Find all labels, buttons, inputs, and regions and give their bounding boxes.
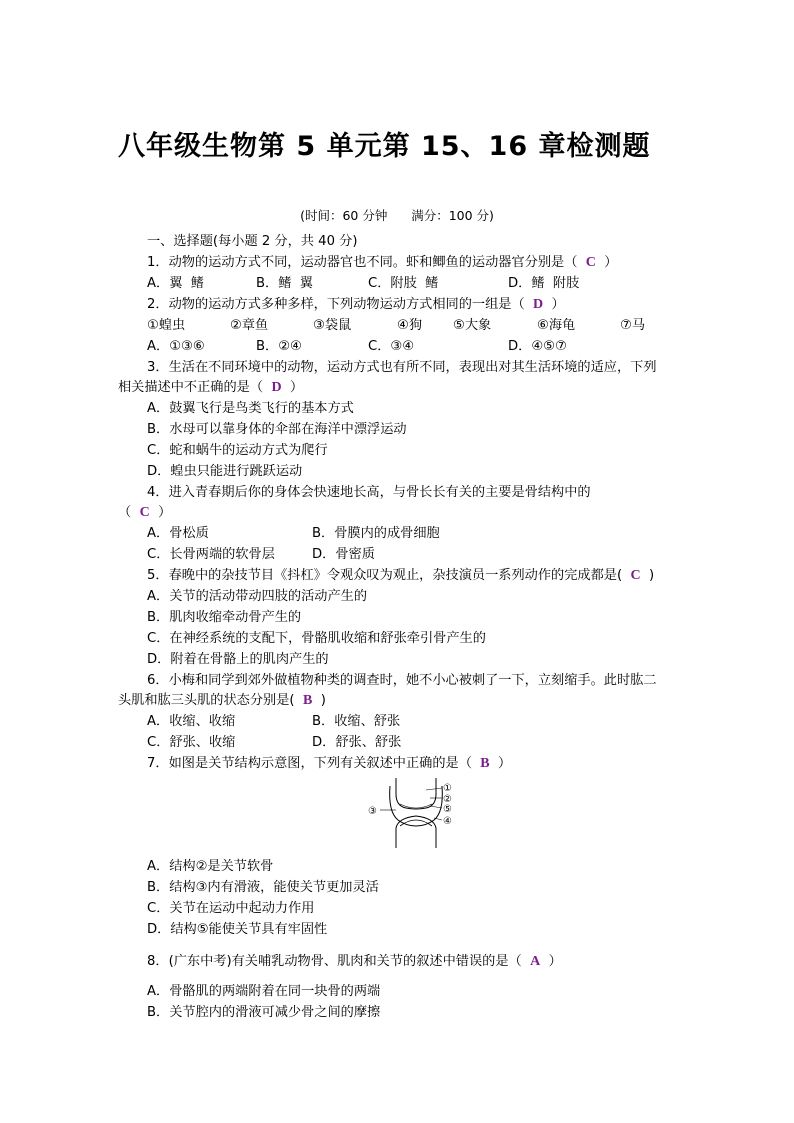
question-1-option-d: D．鳍 附肢 [508, 276, 580, 291]
question-4-option-b: B．骨膜内的成骨细胞 [312, 526, 440, 541]
figure-label-1: ① [443, 783, 452, 794]
label-line-1 [426, 788, 442, 790]
question-7-option-b: B．结构③内有滑液，能使关节更加灵活 [147, 880, 379, 895]
question-4-stem: 4．进入青春期后你的身体会快速地长高，与骨长长有关的主要是骨结构中的 [147, 485, 591, 500]
question-6-option-c: C．舒张、收缩 [147, 735, 236, 750]
question-2-option-b: B．②④ [256, 339, 302, 354]
question-1-answer: C [585, 255, 596, 270]
question-3-option-d: D．蝗虫只能进行跳跃运动 [147, 464, 303, 479]
figure-label-3: ③ [368, 806, 377, 817]
question-3-option-c: C．蛇和蜗牛的运动方式为爬行 [147, 443, 328, 458]
question-6-option-d: D．舒张、舒张 [312, 735, 402, 750]
question-4-option-a: A．骨松质 [147, 526, 209, 541]
question-7-option-a: A．结构②是关节软骨 [147, 859, 274, 874]
question-8-answer: A [530, 954, 541, 969]
question-5-option-c: C．在神经系统的支配下，骨骼肌收缩和舒张牵引骨产生的 [147, 631, 486, 646]
question-7-option-d: D．结构⑤能使关节具有牢固性 [147, 922, 328, 937]
question-1-option-b: B．鳍 翼 [256, 276, 313, 291]
question-2-item: ②章鱼 [230, 318, 269, 333]
question-2-item: ①蝗虫 [147, 318, 186, 333]
question-5-option-b: B．肌肉收缩牵动骨产生的 [147, 610, 302, 625]
question-2-answer: D [533, 297, 544, 312]
question-6-answer: B [302, 693, 313, 708]
figure-label-5: ⑤ [443, 804, 452, 815]
question-4-option-c: C．长骨两端的软骨层 [147, 547, 275, 562]
question-1-stem: 1．动物的运动方式不同，运动器官也不同。虾和鲫鱼的运动器官分别是（ C ） [147, 255, 618, 270]
question-2-option-d: D．④⑤⑦ [508, 339, 567, 354]
exam-info: (时间：60 分钟 满分：100 分) [300, 208, 494, 223]
question-4-stem-cont: （ C ） [118, 505, 172, 520]
question-6-stem: 6．小梅和同学到郊外做植物种类的调查时，她不小心被刺了一下，立刻缩手。此时肱二 [147, 673, 657, 688]
question-4-answer: C [139, 505, 150, 520]
question-5-option-d: D．附着在骨骼上的肌肉产生的 [147, 652, 329, 667]
question-2-item: ④狗 [397, 318, 423, 333]
question-5-answer: C [630, 568, 641, 583]
question-6-option-a: A．收缩、收缩 [147, 714, 236, 729]
question-4-option-d: D．骨密质 [312, 547, 375, 562]
question-7-answer: B [480, 756, 490, 771]
question-2-item: ③袋鼠 [313, 318, 352, 333]
question-3-stem: 3．生活在不同环境中的动物，运动方式也有所不同，表现出对其生活环境的适应，下列 [147, 360, 657, 375]
question-2-item: ⑤大象 [453, 318, 492, 333]
label-line-5 [430, 806, 442, 808]
question-2-option-c: C．③④ [368, 339, 415, 354]
question-1-option-c: C．附肢 鳍 [368, 276, 439, 291]
page-title: 八年级生物第 5 单元第 15、16 章检测题 [118, 131, 651, 162]
question-8-option-a: A．骨骼肌的两端附着在同一块骨的两端 [147, 984, 381, 999]
question-2-item: ⑥海龟 [537, 318, 576, 333]
question-2-stem: 2．动物的运动方式多种多样，下列动物运动方式相同的一组是（ D ） [147, 297, 565, 312]
question-3-option-a: A．鼓翼飞行是鸟类飞行的基本方式 [147, 401, 354, 416]
joint-structure-diagram [366, 776, 466, 850]
question-3-stem-cont: 相关描述中不正确的是（ D ） [118, 380, 304, 395]
question-2-option-a: A．①③⑥ [147, 339, 205, 354]
question-3-answer: D [271, 380, 282, 395]
question-5-option-a: A．关节的活动带动四肢的活动产生的 [147, 589, 368, 604]
question-7-stem: 7．如图是关节结构示意图，下列有关叙述中正确的是（ B ） [147, 756, 512, 771]
question-1-option-a: A．翼 鳍 [147, 276, 204, 291]
question-6-option-b: B．收缩、舒张 [312, 714, 401, 729]
section-heading: 一、选择题(每小题 2 分，共 40 分) [147, 234, 358, 249]
question-8-option-b: B．关节腔内的滑液可减少骨之间的摩擦 [147, 1005, 381, 1020]
figure-label-4: ④ [443, 816, 452, 827]
question-7-option-c: C．关节在运动中起动力作用 [147, 901, 315, 916]
question-5-stem: 5．春晚中的杂技节目《抖杠》令观众叹为观止，杂技演员一系列动作的完成都是( C ) [147, 568, 655, 583]
question-6-stem-cont: 头肌和肱三头肌的状态分别是( B ) [118, 693, 326, 708]
question-2-item: ⑦马 [620, 318, 646, 333]
question-3-option-b: B．水母可以靠身体的伞部在海洋中漂浮运动 [147, 422, 407, 437]
question-8-stem: 8．(广东中考)有关哺乳动物骨、肌肉和关节的叙述中错误的是（ A ） [147, 954, 562, 969]
figure-label-2: ② [443, 794, 452, 805]
